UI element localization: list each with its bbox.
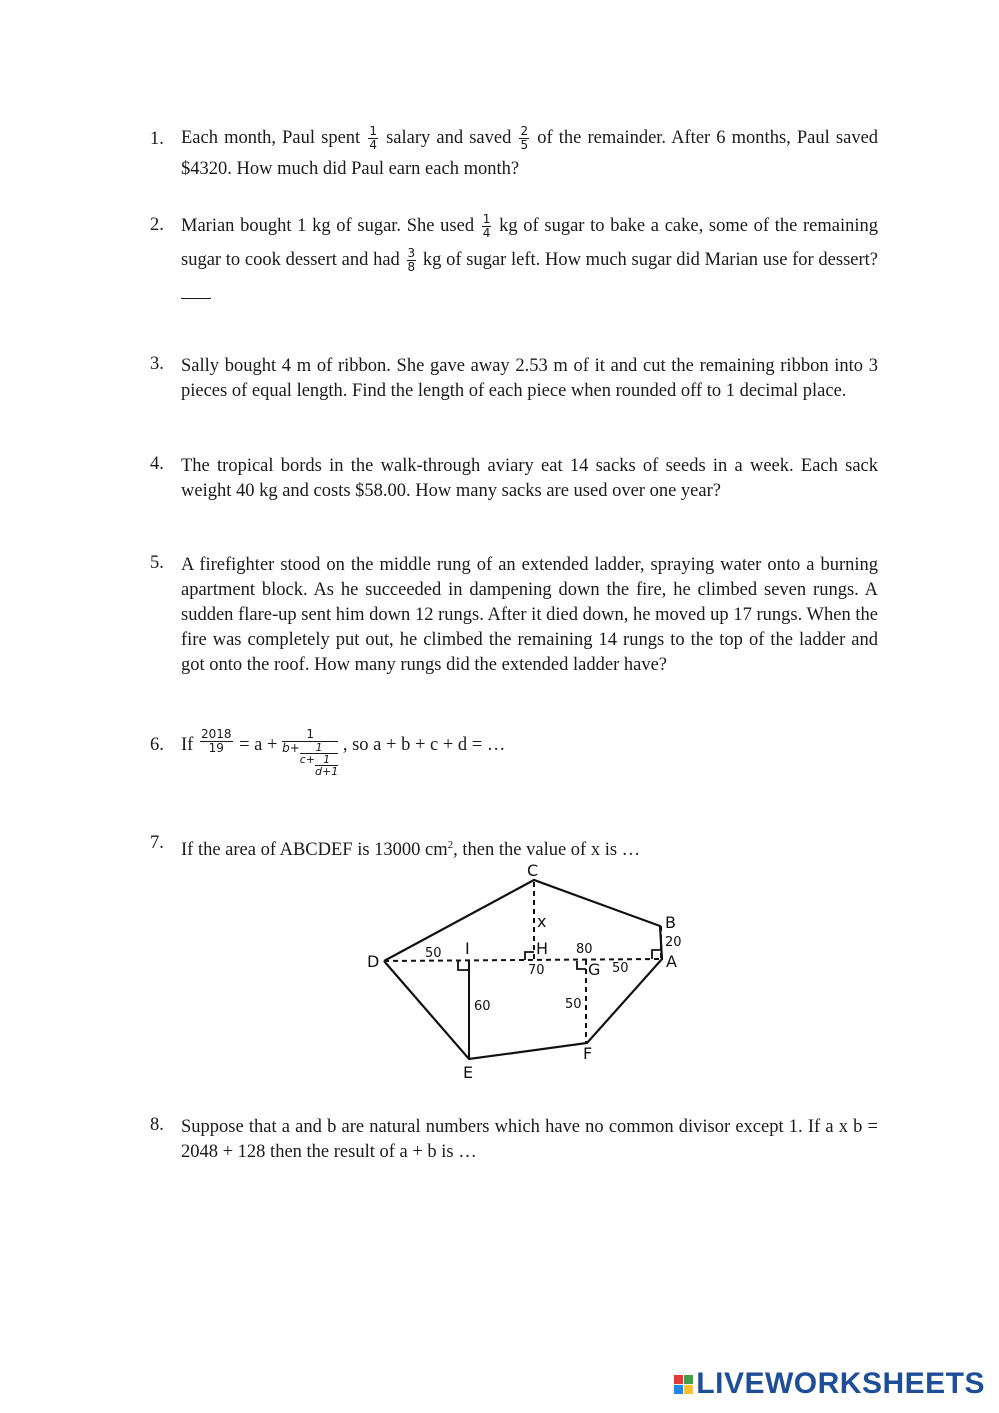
question-number: 7. [150,833,164,853]
question-text: If $\frac{2018}{19}$ = a + 1 b+ 1 c+ $\frac{1}{d+1}$ , so a + b + c + d = … [181,727,506,778]
measure-ie: 60 [474,999,491,1014]
fraction: $\frac{3}{8}$ [407,246,416,275]
label-a: A [666,952,677,971]
question-8 [150,1115,878,1165]
label-b: B [665,913,676,932]
question-number: 2. [150,215,164,235]
question-2 [150,209,878,311]
question-5 [150,553,878,678]
label-f: F [583,1044,593,1063]
measure-gf: 50 [565,997,582,1012]
question-text: Sally bought 4 m of ribbon. She gave away 2.53 m of it and cut the remaining ribbon into 3 pieces of equal length. Find the length of each piece when rounded off to 1 decimal place. [181,356,878,401]
question-7 [150,833,878,863]
fraction: $\frac{1}{4}$ [369,124,377,153]
question-number: 1. [150,129,164,149]
question-text: Each month, Paul spent $\frac{1}{4}$ salary and saved $\frac{2}{5}$ of the remainder. After 6 months, Paul saved $4320. How much did Paul earn each month? [181,124,879,179]
question-number: 6. [150,735,164,755]
measure-hg-bottom: 70 [528,963,545,978]
question-text: Marian bought 1 kg of sugar. She used $\frac{1}{4}$ kg of sugar to bake a cake, some of the remaining sugar to cook dessert and had $\frac{3}{8}$ kg of sugar left. How much sugar did Marian use for dessert? [181,209,878,311]
measure-ga: 50 [612,961,629,976]
fraction-2018-19: $\frac{2018}{19}$ [200,727,232,755]
logo-icon [674,1375,693,1394]
question-number: 8. [150,1115,164,1135]
label-h: H [536,939,549,958]
measure-ab: 20 [665,935,682,950]
question-text: If the area of ABCDEF is 13000 $cm^2$, then the value of x is … [181,839,641,861]
liveworksheets-logo [674,1367,985,1401]
question-6 [150,728,878,777]
measure-di: 50 [425,946,442,961]
logo-text: LIVEWORKSHEETS [696,1367,985,1400]
measure-hg-top: 80 [576,942,593,957]
question-1 [150,123,878,185]
question-number: 3. [150,354,164,374]
question-3 [150,354,878,404]
fraction: $\frac{1}{4}$ [482,212,491,241]
continued-fraction: 1 b+ 1 c+ $\frac{1}{d+1}$ [282,727,339,778]
label-c: C [527,861,539,880]
question-text: A firefighter stood on the middle rung of an extended ladder, spraying water onto a burning apartment block. As he succeeded in dampening down the fire, he climbed seven rungs. A sudden flare-up sent him down 12 rungs. After it died down, he moved up 17 rungs. When the fire was completely put out, he climbed the remaining 14 rungs to the top of the ladder and got onto the roof. How many rungs did the extended ladder have? [181,555,878,675]
question-4 [150,454,878,504]
label-e: E [463,1063,474,1082]
question-number: 5. [150,553,164,573]
question-text: Suppose that a and b are natural numbers which have no common divisor except 1. If a x b = 2048 + 128 then the result of a + b is … [181,1117,878,1162]
question-number: 4. [150,454,164,474]
label-g: G [588,960,601,979]
answer-blank[interactable] [181,284,211,299]
fraction: $\frac{2}{5}$ [520,124,529,153]
pentagon-diagram [358,860,718,1085]
label-x: x [537,912,547,931]
label-i: I [465,939,470,958]
label-d: D [367,952,380,971]
question-text: The tropical bords in the walk-through aviary eat 14 sacks of seeds in a week. Each sack weight 40 kg and costs $58.00. How many sacks are used over one year? [181,456,878,501]
